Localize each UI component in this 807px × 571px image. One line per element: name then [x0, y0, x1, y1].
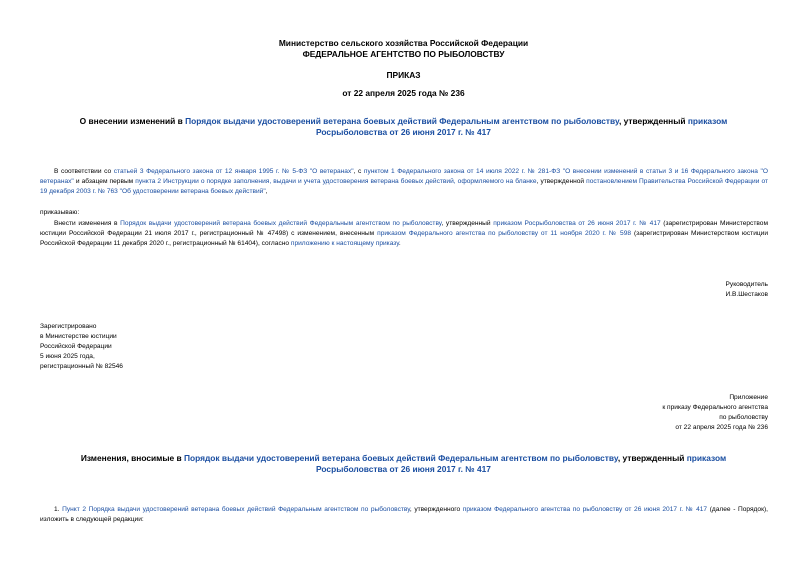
registration-line: Зарегистрировано — [40, 323, 97, 330]
changes-title-link-order[interactable]: приказом — [686, 453, 727, 463]
title-link-order[interactable]: приказом — [687, 116, 728, 126]
point-1-link-procedure[interactable]: Пункт 2 Порядка выдачи удостоверений ветерана боевых действий Федеральным агентством по рыболовству — [62, 506, 410, 513]
changes-title-middle: , утвержденный — [617, 453, 687, 463]
changes-title-link-procedure[interactable]: Порядок выдачи удостоверений ветерана боевых действий Федеральным агентством по рыболовству — [183, 453, 618, 463]
appendix-line: по рыболовству — [719, 414, 768, 421]
changes-title-prefix: Изменения, вносимые в — [80, 453, 184, 463]
signature-position: Руководитель — [725, 281, 768, 288]
registration-line: в Министерстве юстиции — [40, 333, 117, 340]
order-link-appendix[interactable]: приложению к настоящему приказу — [290, 240, 399, 247]
document-title — [0, 116, 807, 138]
preamble-link-law-veterans[interactable]: статьей 3 Федерального закона от 12 января 1995 г. № 5-ФЗ "О ветеранах" — [113, 168, 354, 175]
point-1-text: (далее - Порядок), изложить в следующей редакции: — [40, 506, 768, 523]
registration-block — [40, 322, 123, 372]
document-type: ПРИКАЗ — [386, 70, 421, 80]
point-1-text: , утвержденного — [409, 506, 463, 513]
registration-line: 5 июня 2025 года, — [40, 353, 95, 360]
appendix-block — [662, 393, 768, 433]
order-link-procedure[interactable]: Порядок выдачи удостоверений ветерана боевых действий Федеральным агентством по рыболовству — [120, 220, 442, 227]
ministry-name: Министерство сельского хозяйства Российской Федерации — [278, 38, 529, 48]
appendix-line: Приложение — [729, 394, 768, 401]
preamble-link-instruction[interactable]: пункта 2 Инструкции о порядке заполнения, выдачи и учета удостоверения ветерана боевых действий, оформляемого на бланке — [135, 178, 537, 185]
title-middle: , утвержденный — [619, 116, 688, 126]
preamble-text: , — [265, 188, 268, 195]
order-link-order-598[interactable]: приказом Федерального агентства по рыболовству от 11 ноября 2020 г. № 598 — [377, 230, 632, 237]
point-1-text: 1. — [54, 506, 63, 513]
order-text: Внести изменения в — [54, 220, 121, 227]
title-link-procedure[interactable]: Порядок выдачи удостоверений ветерана боевых действий Федеральным агентством по рыболовству — [185, 116, 619, 126]
preamble-text: и абзацем первым — [73, 178, 136, 185]
appendix-line: к приказу Федерального агентства — [662, 404, 768, 411]
point-1-paragraph — [40, 505, 768, 525]
signature-block — [725, 280, 768, 300]
preamble-paragraph — [40, 167, 768, 197]
preamble-text: , утвержденной — [536, 178, 587, 185]
preamble-link-resolution[interactable]: постановлением Правительства Российской Федерации от 19 декабря 2003 г. № 763 "Об удостоверении ветерана боевых действий" — [40, 178, 768, 195]
point-1-link-order[interactable]: приказом Федерального агентства по рыболовству от 26 июня 2017 г. № 417 — [462, 506, 708, 513]
changes-title — [0, 453, 807, 475]
title-prefix: О внесении изменений в — [79, 116, 186, 126]
order-text: (зарегистрирован Министерством юстиции Российской Федерации 21 июля 2017 г., регистрационный № 47498) с изменением, внесенным — [40, 220, 768, 237]
preamble-text: В соответствии со — [54, 168, 114, 175]
signature-name: И.В.Шестаков — [725, 291, 768, 298]
order-word: приказываю: — [40, 209, 80, 216]
changes-title-link-order-line2[interactable]: Росрыболовства от 26 июня 2017 г. № 417 — [316, 464, 491, 474]
order-text: . — [398, 240, 401, 247]
agency-name: ФЕДЕРАЛЬНОЕ АГЕНТСТВО ПО РЫБОЛОВСТВУ — [302, 49, 505, 59]
title-link-order-line2[interactable]: Росрыболовства от 26 июня 2017 г. № 417 — [316, 127, 491, 137]
document-date: от 22 апреля 2025 года № 236 — [342, 88, 465, 98]
preamble-text: , с — [353, 168, 364, 175]
preamble-link-law-281[interactable]: пунктом 1 Федерального закона от 14 июля 2022 г. № 281-ФЗ "О внесении изменений в статьи 3 и 16 Федерального закона "О ветеранах" — [40, 168, 768, 185]
order-text: , утвержденный — [441, 220, 494, 227]
order-link-order-417[interactable]: приказом Росрыболовства от 26 июня 2017 г. № 417 — [493, 220, 661, 227]
order-paragraph — [40, 219, 768, 249]
appendix-line: от 22 апреля 2025 года № 236 — [675, 424, 768, 431]
registration-line: регистрационный № 82546 — [40, 363, 123, 370]
registration-line: Российской Федерации — [40, 343, 112, 350]
order-text: (зарегистрирован Министерством юстиции Российской Федерации 11 декабря 2020 г., регистрационный № 61404), согласно — [40, 230, 769, 247]
